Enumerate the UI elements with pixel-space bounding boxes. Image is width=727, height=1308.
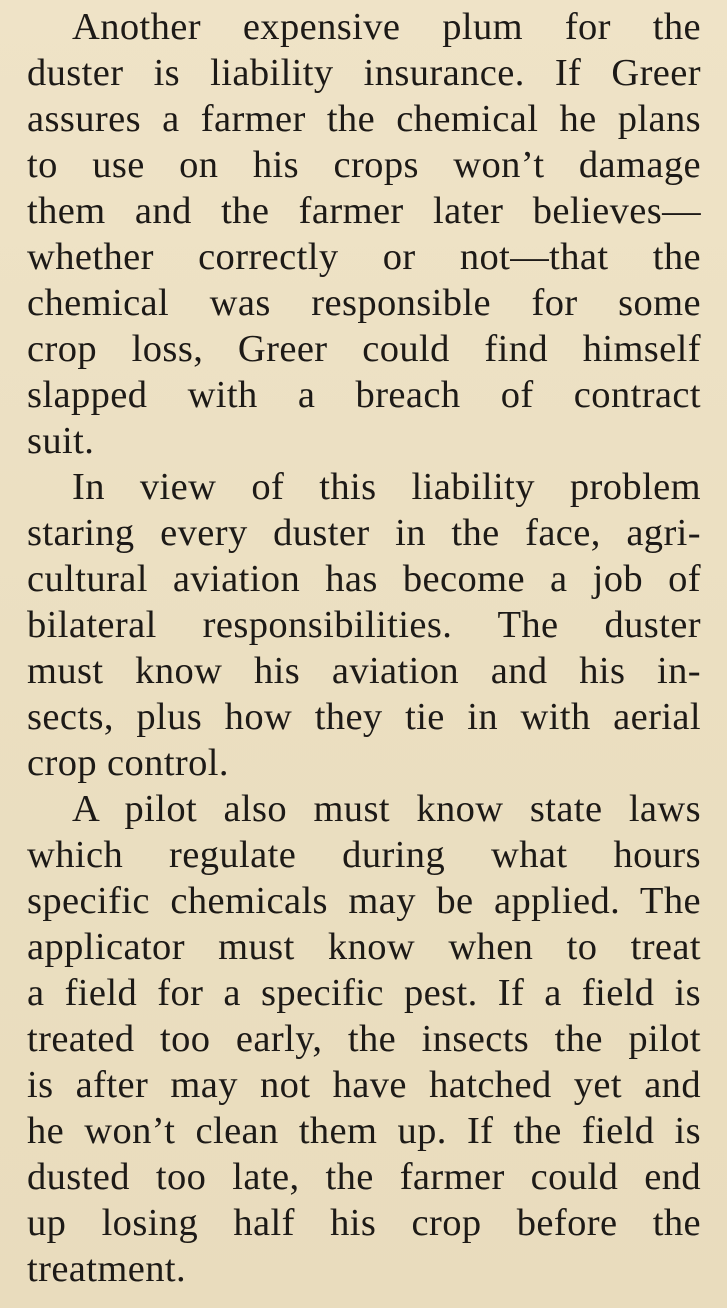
text-line: whether correctly or not—that the <box>27 236 701 278</box>
text-line: specific chemicals may be applied. The <box>27 880 701 922</box>
paragraph-bilateral-responsibilities <box>27 464 701 786</box>
text-line: assures a farmer the chemical he plans <box>27 98 701 140</box>
text-line: up losing half his crop before the <box>27 1202 701 1244</box>
text-line: bilateral responsibilities. The duster <box>27 604 701 646</box>
text-line: chemical was responsible for some <box>27 282 701 324</box>
text-line: is after may not have hatched yet and <box>27 1064 701 1106</box>
paragraph-state-laws <box>27 786 701 1292</box>
text-line: must know his aviation and his in- <box>27 650 701 692</box>
text-line: treatment. <box>27 1248 186 1290</box>
text-line: treated too early, the insects the pilot <box>27 1018 701 1060</box>
text-line: sects, plus how they tie in with aerial <box>27 696 701 738</box>
paragraph-liability-insurance <box>27 4 701 464</box>
text-line: crop loss, Greer could find himself <box>27 328 701 370</box>
text-line: to use on his crops won’t damage <box>27 144 701 186</box>
text-line: applicator must know when to treat <box>27 926 701 968</box>
text-line: he won’t clean them up. If the field is <box>27 1110 701 1152</box>
text-line: cultural aviation has become a job of <box>27 558 701 600</box>
text-line: crop control. <box>27 742 229 784</box>
text-line: In view of this liability problem <box>72 466 701 508</box>
text-line: staring every duster in the face, agri- <box>27 512 701 554</box>
text-line: which regulate during what hours <box>27 834 701 876</box>
text-line: duster is liability insurance. If Greer <box>27 52 701 94</box>
text-line: A pilot also must know state laws <box>72 788 701 830</box>
text-line: a field for a specific pest. If a field is <box>27 972 701 1014</box>
text-line: Another expensive plum for the <box>72 6 701 48</box>
text-line: slapped with a breach of contract <box>27 374 701 416</box>
text-line: dusted too late, the farmer could end <box>27 1156 701 1198</box>
text-line: suit. <box>27 420 95 462</box>
text-line: them and the farmer later believes— <box>27 190 701 232</box>
